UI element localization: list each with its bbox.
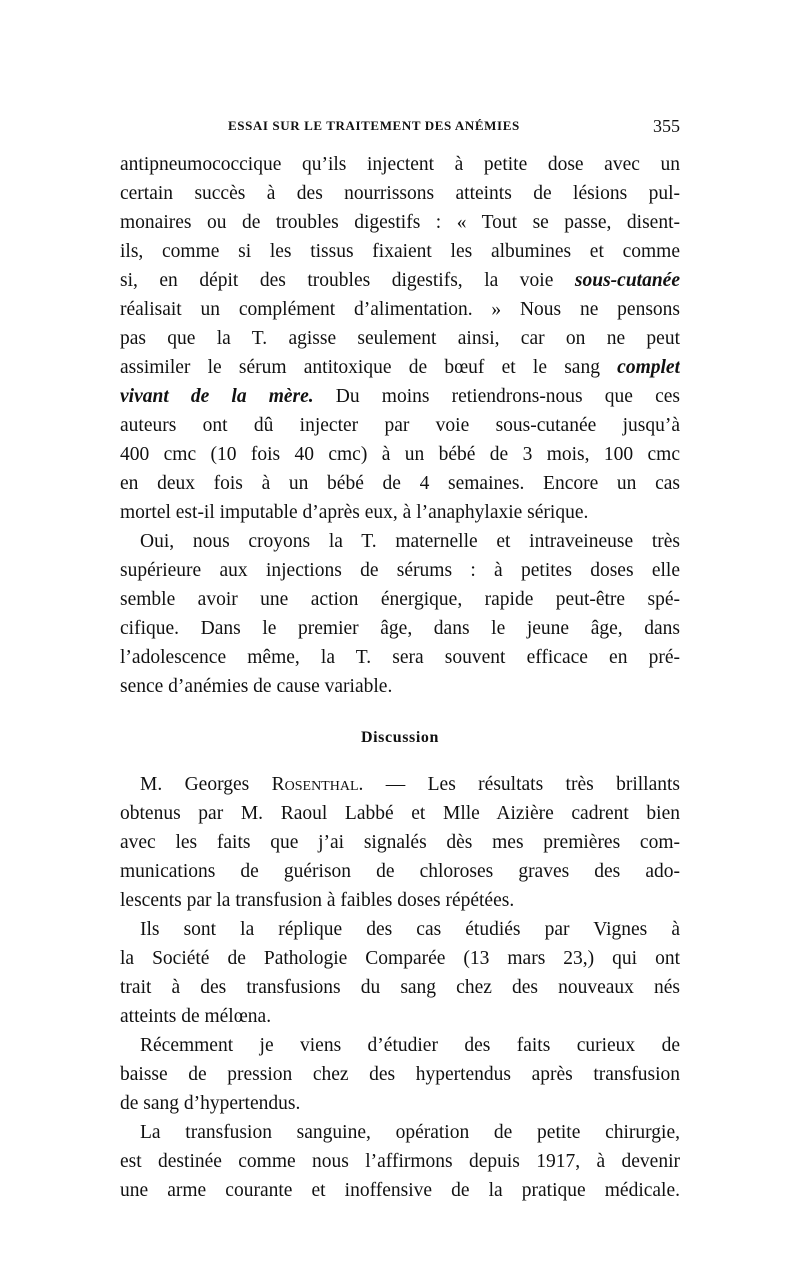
page-number: 355 [653, 116, 680, 136]
running-title: ESSAI SUR LE TRAITEMENT DES ANÉMIES [228, 118, 520, 133]
text-span: M. Georges [140, 774, 272, 795]
text-line: sence d’anémies de cause variable. [120, 676, 393, 697]
italic-term: sous-cutanée [574, 270, 680, 291]
italic-term: complet [617, 357, 680, 378]
text-line: pas que la T. agisse seulement ainsi, car on ne peut [120, 328, 680, 349]
text-line: monaires ou de troubles digestifs : « Tout se passe, disent- [120, 212, 680, 233]
text-line: en deux fois à un bébé de 4 semaines. Encore un cas [120, 473, 680, 494]
text-line: cifique. Dans le premier âge, dans le jeune âge, dans [120, 618, 680, 639]
text-span: si, en dépit des troubles digestifs, la voie [120, 270, 554, 291]
text-line: auteurs ont dû injecter par voie sous-cutanée jusqu’à [120, 415, 680, 436]
text-line: Récemment je viens d’étudier des faits curieux de [140, 1035, 680, 1056]
text-line: lescents par la transfusion à faibles doses répétées. [120, 890, 515, 911]
text-line: avec les faits que j’ai signalés dès mes premières com- [120, 832, 680, 853]
spacer [120, 752, 680, 770]
text-line: réalisait un complément d’alimentation. » Nous ne pensons [120, 299, 680, 320]
text-line: obtenus par M. Raoul Labbé et Mlle Aizière cadrent bien [120, 803, 680, 824]
text-line: certain succès à des nourrissons atteints de lésions pul- [120, 183, 680, 204]
text-line: baisse de pression chez des hypertendus après transfusion [120, 1064, 680, 1085]
text-line [120, 266, 680, 295]
spacer [120, 701, 680, 723]
text-line: mortel est-il imputable d’après eux, à l’anaphylaxie sérique. [120, 502, 589, 523]
text-line [120, 353, 680, 382]
text-line [120, 770, 680, 799]
speaker-name: Rosenthal. [271, 774, 364, 795]
text-line: l’adolescence même, la T. sera souvent efficace en pré- [120, 647, 680, 668]
text-span: assimiler le sérum antitoxique de bœuf et le sang [120, 357, 600, 378]
text-line [120, 382, 680, 411]
running-header [120, 118, 680, 142]
text-line: la Société de Pathologie Comparée (13 mars 23,) qui ont [120, 948, 680, 969]
text-line: Ils sont la réplique des cas étudiés par Vignes à [140, 919, 680, 940]
text-line: Oui, nous croyons la T. maternelle et intraveineuse très [140, 531, 680, 552]
text-line: est destinée comme nous l’affirmons depuis 1917, à devenir [120, 1151, 680, 1172]
text-line: antipneumococcique qu’ils injectent à petite dose avec un [120, 154, 680, 175]
text-span: Du moins retiendrons-nous que ces [313, 386, 680, 407]
text-line: semble avoir une action énergique, rapide peut-être spé- [120, 589, 680, 610]
text-line: supérieure aux injections de sérums : à petites doses elle [120, 560, 680, 581]
italic-term: vivant de la mère. [120, 386, 314, 407]
text-span: — Les résultats très brillants [363, 774, 680, 795]
text-line: une arme courante et inoffensive de la pratique médicale. [120, 1180, 680, 1201]
text-line: ils, comme si les tissus fixaient les albumines et comme [120, 241, 680, 262]
text-line: de sang d’hypertendus. [120, 1093, 301, 1114]
text-line: munications de guérison de chloroses graves des ado- [120, 861, 680, 882]
text-line: La transfusion sanguine, opération de petite chirurgie, [140, 1122, 680, 1143]
text-line: 400 cmc (10 fois 40 cmc) à un bébé de 3 mois, 100 cmc [120, 444, 680, 465]
text-line: atteints de mélœna. [120, 1006, 272, 1027]
body-text [120, 150, 680, 1205]
section-heading: Discussion [360, 729, 440, 746]
text-line: trait à des transfusions du sang chez des nouveaux nés [120, 977, 680, 998]
